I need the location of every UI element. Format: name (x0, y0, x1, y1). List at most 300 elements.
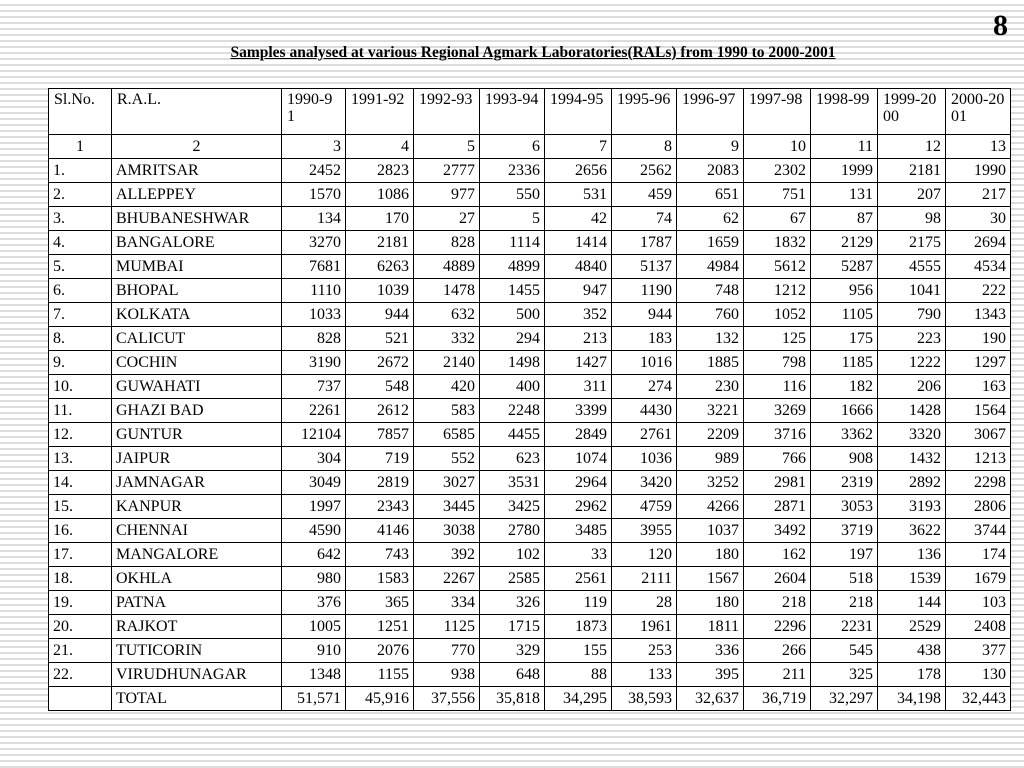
column-header: 1998-99 (811, 89, 878, 135)
sample-count-cell: 144 (878, 591, 946, 615)
sample-count-cell: 376 (282, 591, 346, 615)
sample-count-cell: 2561 (545, 567, 612, 591)
sample-count-cell: 550 (480, 183, 545, 207)
sample-count-cell: 294 (480, 327, 545, 351)
lab-name-cell: PATNA (112, 591, 282, 615)
sample-count-cell: 760 (677, 303, 744, 327)
serial-number-cell: 14. (49, 471, 112, 495)
sample-count-cell: 1185 (811, 351, 878, 375)
sample-count-cell: 3270 (282, 231, 346, 255)
sample-count-cell: 2819 (346, 471, 414, 495)
lab-name-cell: CHENNAI (112, 519, 282, 543)
sample-count-cell: 420 (414, 375, 480, 399)
sample-count-cell: 133 (612, 663, 677, 687)
lab-name-cell: ALLEPPEY (112, 183, 282, 207)
column-index-cell: 3 (282, 135, 346, 159)
sample-count-cell: 719 (346, 447, 414, 471)
sample-count-cell: 3744 (946, 519, 1011, 543)
sample-count-cell: 182 (811, 375, 878, 399)
sample-count-cell: 102 (480, 543, 545, 567)
sample-count-cell: 4455 (480, 423, 545, 447)
sample-count-cell: 1213 (946, 447, 1011, 471)
column-index-cell: 5 (414, 135, 480, 159)
sample-count-cell: 5287 (811, 255, 878, 279)
sample-count-cell: 1190 (612, 279, 677, 303)
sample-count-cell: 3531 (480, 471, 545, 495)
lab-name-cell: GHAZI BAD (112, 399, 282, 423)
sample-count-cell: 4984 (677, 255, 744, 279)
sample-count-cell: 531 (545, 183, 612, 207)
sample-count-cell: 1811 (677, 615, 744, 639)
sample-count-cell: 180 (677, 591, 744, 615)
table-row (49, 519, 1011, 543)
lab-name-cell: BHOPAL (112, 279, 282, 303)
table-row (49, 327, 1011, 351)
sample-count-cell: 980 (282, 567, 346, 591)
sample-count-cell: 2129 (811, 231, 878, 255)
sample-count-cell: 1037 (677, 519, 744, 543)
sample-count-cell: 103 (946, 591, 1011, 615)
sample-count-cell: 1432 (878, 447, 946, 471)
lab-name-cell: KOLKATA (112, 303, 282, 327)
sample-count-cell: 2302 (744, 159, 811, 183)
column-index-cell: 10 (744, 135, 811, 159)
sample-count-cell: 3492 (744, 519, 811, 543)
table-row (49, 303, 1011, 327)
table-row (49, 255, 1011, 279)
sample-count-cell: 790 (878, 303, 946, 327)
sample-count-cell: 2296 (744, 615, 811, 639)
sample-count-cell: 2761 (612, 423, 677, 447)
serial-number-cell: 16. (49, 519, 112, 543)
sample-count-cell: 2231 (811, 615, 878, 639)
sample-count-cell: 34,198 (878, 687, 946, 711)
lab-name-cell: BANGALORE (112, 231, 282, 255)
sample-count-cell: 1036 (612, 447, 677, 471)
sample-count-cell: 2604 (744, 567, 811, 591)
sample-count-cell: 365 (346, 591, 414, 615)
table-row (49, 423, 1011, 447)
column-index-cell: 4 (346, 135, 414, 159)
lab-name-cell: GUWAHATI (112, 375, 282, 399)
sample-count-cell: 33 (545, 543, 612, 567)
sample-count-cell: 438 (878, 639, 946, 663)
serial-number-cell: 4. (49, 231, 112, 255)
sample-count-cell: 2981 (744, 471, 811, 495)
sample-count-cell: 1222 (878, 351, 946, 375)
sample-count-cell: 2612 (346, 399, 414, 423)
serial-number-cell: 7. (49, 303, 112, 327)
sample-count-cell: 1428 (878, 399, 946, 423)
sample-count-cell: 4555 (878, 255, 946, 279)
sample-count-cell: 42 (545, 207, 612, 231)
sample-count-cell: 3049 (282, 471, 346, 495)
sample-count-cell: 131 (811, 183, 878, 207)
sample-count-cell: 1052 (744, 303, 811, 327)
sample-count-cell: 1297 (946, 351, 1011, 375)
sample-count-cell: 218 (744, 591, 811, 615)
sample-count-cell: 1041 (878, 279, 946, 303)
sample-count-cell: 3445 (414, 495, 480, 519)
sample-count-cell: 1478 (414, 279, 480, 303)
sample-count-cell: 134 (282, 207, 346, 231)
sample-count-cell: 32,443 (946, 687, 1011, 711)
column-header: 1996-97 (677, 89, 744, 135)
sample-count-cell: 2777 (414, 159, 480, 183)
sample-count-cell: 2319 (811, 471, 878, 495)
sample-count-cell: 2298 (946, 471, 1011, 495)
sample-count-cell: 956 (811, 279, 878, 303)
sample-count-cell: 828 (414, 231, 480, 255)
sample-count-cell: 136 (878, 543, 946, 567)
sample-count-cell: 37,556 (414, 687, 480, 711)
sample-count-cell: 326 (480, 591, 545, 615)
table-row (49, 471, 1011, 495)
table-row (49, 375, 1011, 399)
table-row (49, 543, 1011, 567)
sample-count-cell: 74 (612, 207, 677, 231)
sample-count-cell: 2964 (545, 471, 612, 495)
lab-name-cell: JAMNAGAR (112, 471, 282, 495)
sample-count-cell: 1086 (346, 183, 414, 207)
lab-name-cell: JAIPUR (112, 447, 282, 471)
sample-count-cell: 1343 (946, 303, 1011, 327)
sample-count-cell: 3716 (744, 423, 811, 447)
sample-count-cell: 1715 (480, 615, 545, 639)
sample-count-cell: 2656 (545, 159, 612, 183)
sample-count-cell: 130 (946, 663, 1011, 687)
sample-count-cell: 2823 (346, 159, 414, 183)
table-row (49, 231, 1011, 255)
sample-count-cell: 1427 (545, 351, 612, 375)
sample-count-cell: 3320 (878, 423, 946, 447)
sample-count-cell: 1832 (744, 231, 811, 255)
serial-number-cell: 12. (49, 423, 112, 447)
sample-count-cell: 828 (282, 327, 346, 351)
sample-count-cell: 2140 (414, 351, 480, 375)
column-header: 1990-91 (282, 89, 346, 135)
column-header: 1991-92 (346, 89, 414, 135)
sample-count-cell: 1570 (282, 183, 346, 207)
page-title: Samples analysed at various Regional Agmark Laboratories(RALs) from 1990 to 2000-2001 (230, 44, 836, 61)
column-index-cell: 7 (545, 135, 612, 159)
serial-number-cell: 8. (49, 327, 112, 351)
sample-count-cell: 548 (346, 375, 414, 399)
sample-count-cell: 400 (480, 375, 545, 399)
sample-count-cell: 223 (878, 327, 946, 351)
lab-name-cell: MANGALORE (112, 543, 282, 567)
sample-count-cell: 3719 (811, 519, 878, 543)
sample-count-cell: 5137 (612, 255, 677, 279)
column-index-cell: 1 (49, 135, 112, 159)
sample-count-cell: 500 (480, 303, 545, 327)
sample-count-cell: 1110 (282, 279, 346, 303)
sample-count-cell: 737 (282, 375, 346, 399)
sample-count-cell: 2529 (878, 615, 946, 639)
sample-count-cell: 1155 (346, 663, 414, 687)
serial-number-cell: 19. (49, 591, 112, 615)
table-row (49, 567, 1011, 591)
table-row (49, 207, 1011, 231)
sample-count-cell: 3425 (480, 495, 545, 519)
lab-name-cell: BHUBANESHWAR (112, 207, 282, 231)
sample-count-cell: 642 (282, 543, 346, 567)
sample-count-cell: 2336 (480, 159, 545, 183)
sample-count-cell: 552 (414, 447, 480, 471)
sample-count-cell: 38,593 (612, 687, 677, 711)
sample-count-cell: 98 (878, 207, 946, 231)
sample-count-cell: 218 (811, 591, 878, 615)
serial-number-cell: 3. (49, 207, 112, 231)
sample-count-cell: 518 (811, 567, 878, 591)
sample-count-cell: 51,571 (282, 687, 346, 711)
sample-count-cell: 3420 (612, 471, 677, 495)
table-row (49, 279, 1011, 303)
serial-number-cell: 17. (49, 543, 112, 567)
lab-name-cell: GUNTUR (112, 423, 282, 447)
sample-count-cell: 4266 (677, 495, 744, 519)
sample-count-cell: 1564 (946, 399, 1011, 423)
sample-count-cell: 2248 (480, 399, 545, 423)
sample-count-cell: 4534 (946, 255, 1011, 279)
sample-count-cell: 1659 (677, 231, 744, 255)
sample-count-cell: 2806 (946, 495, 1011, 519)
sample-count-cell: 4899 (480, 255, 545, 279)
sample-count-cell: 2672 (346, 351, 414, 375)
sample-count-cell: 6263 (346, 255, 414, 279)
table-row (49, 183, 1011, 207)
sample-count-cell: 211 (744, 663, 811, 687)
sample-count-cell: 32,297 (811, 687, 878, 711)
serial-number-cell: 11. (49, 399, 112, 423)
sample-count-cell: 748 (677, 279, 744, 303)
sample-count-cell: 2849 (545, 423, 612, 447)
table-row (49, 351, 1011, 375)
sample-count-cell: 3622 (878, 519, 946, 543)
sample-count-cell: 798 (744, 351, 811, 375)
serial-number-cell: 9. (49, 351, 112, 375)
sample-count-cell: 325 (811, 663, 878, 687)
sample-count-cell: 45,916 (346, 687, 414, 711)
lab-name-cell: MUMBAI (112, 255, 282, 279)
sample-count-cell: 3193 (878, 495, 946, 519)
sample-count-cell: 1873 (545, 615, 612, 639)
column-index-cell: 6 (480, 135, 545, 159)
sample-count-cell: 217 (946, 183, 1011, 207)
sample-count-cell: 197 (811, 543, 878, 567)
sample-count-cell: 2585 (480, 567, 545, 591)
sample-count-cell: 3252 (677, 471, 744, 495)
sample-count-cell: 583 (414, 399, 480, 423)
sample-count-cell: 3955 (612, 519, 677, 543)
column-header: 1994-95 (545, 89, 612, 135)
sample-count-cell: 2780 (480, 519, 545, 543)
sample-count-cell: 3269 (744, 399, 811, 423)
sample-count-cell: 180 (677, 543, 744, 567)
sample-count-cell: 1885 (677, 351, 744, 375)
sample-count-cell: 545 (811, 639, 878, 663)
sample-count-cell: 336 (677, 639, 744, 663)
sample-count-cell: 2892 (878, 471, 946, 495)
sample-count-cell: 162 (744, 543, 811, 567)
sample-count-cell: 459 (612, 183, 677, 207)
sample-count-cell: 3053 (811, 495, 878, 519)
sample-count-cell: 947 (545, 279, 612, 303)
sample-count-cell: 770 (414, 639, 480, 663)
lab-name-cell: RAJKOT (112, 615, 282, 639)
sample-count-cell: 206 (878, 375, 946, 399)
table-row (49, 447, 1011, 471)
sample-count-cell: 2181 (346, 231, 414, 255)
sample-count-cell: 1990 (946, 159, 1011, 183)
header-row (49, 89, 1011, 135)
column-index-cell: 13 (946, 135, 1011, 159)
column-header: R.A.L. (112, 89, 282, 135)
sample-count-cell: 1414 (545, 231, 612, 255)
column-header: 1995-96 (612, 89, 677, 135)
sample-count-cell: 2343 (346, 495, 414, 519)
lab-name-cell: AMRITSAR (112, 159, 282, 183)
sample-count-cell: 352 (545, 303, 612, 327)
sample-count-cell: 377 (946, 639, 1011, 663)
column-header: 1999-2000 (878, 89, 946, 135)
column-header: Sl.No. (49, 89, 112, 135)
sample-count-cell: 2962 (545, 495, 612, 519)
sample-count-cell: 329 (480, 639, 545, 663)
lab-name-cell: COCHIN (112, 351, 282, 375)
sample-count-cell: 632 (414, 303, 480, 327)
sample-count-cell: 4759 (612, 495, 677, 519)
sample-count-cell: 1005 (282, 615, 346, 639)
sample-count-cell: 88 (545, 663, 612, 687)
sample-count-cell: 910 (282, 639, 346, 663)
sample-count-cell: 1498 (480, 351, 545, 375)
sample-count-cell: 2562 (612, 159, 677, 183)
sample-count-cell: 1539 (878, 567, 946, 591)
sample-count-cell: 2209 (677, 423, 744, 447)
sample-count-cell: 27 (414, 207, 480, 231)
sample-count-cell: 120 (612, 543, 677, 567)
sample-count-cell: 3027 (414, 471, 480, 495)
serial-number-cell: 1. (49, 159, 112, 183)
sample-count-cell: 1125 (414, 615, 480, 639)
column-index-cell: 12 (878, 135, 946, 159)
sample-count-cell: 116 (744, 375, 811, 399)
serial-number-cell: 15. (49, 495, 112, 519)
sample-count-cell: 521 (346, 327, 414, 351)
sample-count-cell: 119 (545, 591, 612, 615)
sample-count-cell: 648 (480, 663, 545, 687)
serial-number-cell: 6. (49, 279, 112, 303)
sample-count-cell: 2175 (878, 231, 946, 255)
sample-count-cell: 35,818 (480, 687, 545, 711)
lab-name-cell: VIRUDHUNAGAR (112, 663, 282, 687)
sample-count-cell: 155 (545, 639, 612, 663)
sample-count-cell: 1348 (282, 663, 346, 687)
sample-count-cell: 3399 (545, 399, 612, 423)
sample-count-cell: 2181 (878, 159, 946, 183)
sample-count-cell: 2111 (612, 567, 677, 591)
sample-count-cell: 87 (811, 207, 878, 231)
serial-number-cell: 5. (49, 255, 112, 279)
sample-count-cell: 1455 (480, 279, 545, 303)
sample-count-cell: 207 (878, 183, 946, 207)
table-row (49, 639, 1011, 663)
total-row (49, 687, 1011, 711)
sample-count-cell: 1016 (612, 351, 677, 375)
column-header: 1993-94 (480, 89, 545, 135)
column-index-cell: 2 (112, 135, 282, 159)
sample-count-cell: 395 (677, 663, 744, 687)
table-body (49, 135, 1011, 711)
sample-count-cell: 6585 (414, 423, 480, 447)
sample-count-cell: 5612 (744, 255, 811, 279)
serial-number-cell: 20. (49, 615, 112, 639)
sample-count-cell: 2452 (282, 159, 346, 183)
samples-table (48, 88, 1011, 711)
column-index-cell: 8 (612, 135, 677, 159)
sample-count-cell: 28 (612, 591, 677, 615)
sample-count-cell: 3038 (414, 519, 480, 543)
sample-count-cell: 7857 (346, 423, 414, 447)
serial-number-cell: 22. (49, 663, 112, 687)
sample-count-cell: 4840 (545, 255, 612, 279)
sample-count-cell: 989 (677, 447, 744, 471)
sample-count-cell: 132 (677, 327, 744, 351)
serial-number-cell: 21. (49, 639, 112, 663)
page-number: 8 (993, 9, 1008, 42)
sample-count-cell: 34,295 (545, 687, 612, 711)
sample-count-cell: 766 (744, 447, 811, 471)
sample-count-cell: 1583 (346, 567, 414, 591)
sample-count-cell: 174 (946, 543, 1011, 567)
sample-count-cell: 651 (677, 183, 744, 207)
table-row (49, 159, 1011, 183)
sample-count-cell: 1114 (480, 231, 545, 255)
sample-count-cell: 253 (612, 639, 677, 663)
sample-count-cell: 230 (677, 375, 744, 399)
sample-count-cell: 1251 (346, 615, 414, 639)
sample-count-cell: 175 (811, 327, 878, 351)
sample-count-cell: 5 (480, 207, 545, 231)
sample-count-cell: 222 (946, 279, 1011, 303)
lab-name-cell: OKHLA (112, 567, 282, 591)
sample-count-cell: 4590 (282, 519, 346, 543)
sample-count-cell: 190 (946, 327, 1011, 351)
sample-count-cell: 163 (946, 375, 1011, 399)
sample-count-cell: 334 (414, 591, 480, 615)
sample-count-cell: 623 (480, 447, 545, 471)
sample-count-cell: 1033 (282, 303, 346, 327)
sample-count-cell: 1567 (677, 567, 744, 591)
column-index-row (49, 135, 1011, 159)
sample-count-cell: 1961 (612, 615, 677, 639)
sample-count-cell: 125 (744, 327, 811, 351)
sample-count-cell: 7681 (282, 255, 346, 279)
sample-count-cell: 213 (545, 327, 612, 351)
sample-count-cell: 2408 (946, 615, 1011, 639)
sample-count-cell: 1212 (744, 279, 811, 303)
column-header: 1997-98 (744, 89, 811, 135)
table-row (49, 399, 1011, 423)
sample-count-cell: 2694 (946, 231, 1011, 255)
sample-count-cell: 1039 (346, 279, 414, 303)
sample-count-cell: 1997 (282, 495, 346, 519)
sample-count-cell: 2267 (414, 567, 480, 591)
serial-number-cell: 10. (49, 375, 112, 399)
sample-count-cell: 332 (414, 327, 480, 351)
sample-count-cell: 311 (545, 375, 612, 399)
